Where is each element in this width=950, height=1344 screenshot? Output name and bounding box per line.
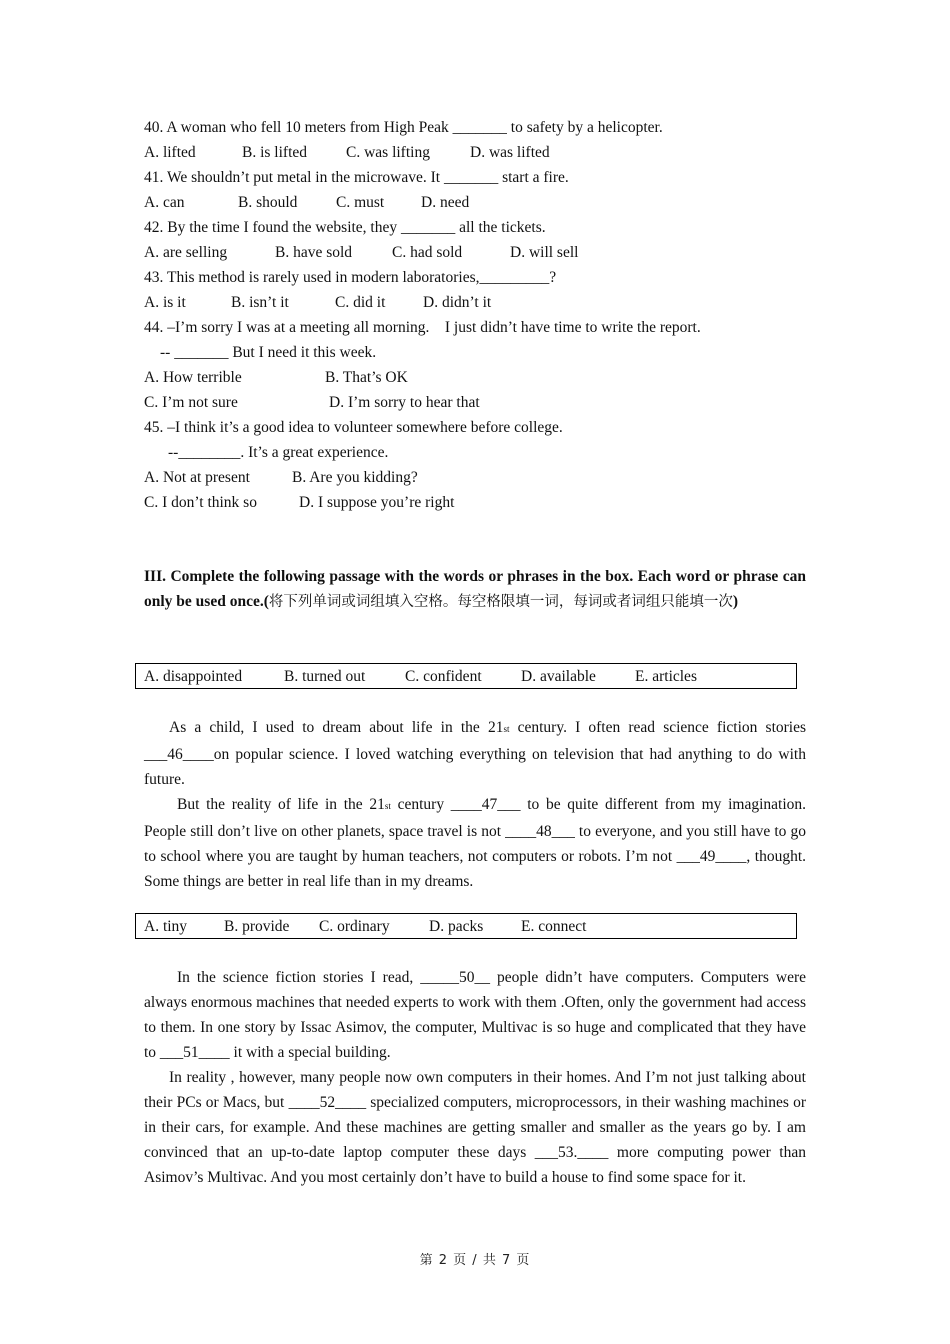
question-41-options	[144, 193, 469, 213]
option-c: C. had sold	[392, 244, 463, 261]
question-number: 43.	[144, 269, 164, 286]
question-stem: This method is rarely used in modern laboratories,_________?	[166, 269, 557, 286]
option-b: B. That’s OK	[325, 369, 408, 386]
question-40-options	[144, 143, 550, 163]
option-c: C. did it	[335, 294, 386, 311]
paragraph-4: In reality , however, many people now own computers in their homes. And I’m not just talking about their PCs or Macs, but ____52____ specialized computers, microprocessors, in their washing machines or in their cars, for example. And these machines are getting smaller and smaller as the years go by. I am convinced that an up-to-date laptop computer these days ___53.____ more computing power than Asimov’s Multivac. And you most certainly don’t have to build a house to find some space for it.	[144, 1069, 806, 1186]
word-option: B. turned out	[284, 668, 366, 685]
question-number: 41.	[144, 169, 164, 186]
section-3-instructions: III. Complete the following passage with the words or phrases in the box. Each word or phrase can only be used once.(	[144, 568, 806, 610]
question-45-reply: --________. It’s a great experience.	[168, 444, 389, 461]
word-box-1	[135, 663, 797, 689]
question-43-options	[144, 293, 491, 313]
option-b: B. Are you kidding?	[292, 469, 418, 486]
word-box-2	[135, 913, 797, 939]
option-a: A. How terrible	[144, 369, 242, 386]
question-41	[144, 168, 569, 188]
option-d: D. I’m sorry to hear that	[329, 394, 480, 411]
option-d: D. I suppose you’re right	[299, 494, 455, 511]
closing-paren: )	[732, 593, 739, 610]
word-option: C. confident	[405, 668, 482, 685]
option-a: A. lifted	[144, 144, 196, 161]
word-option: A. tiny	[144, 918, 188, 935]
question-44-options-ab	[144, 368, 408, 388]
word-option: E. articles	[635, 668, 697, 685]
question-42	[144, 218, 546, 238]
paragraph-1	[144, 715, 806, 792]
text: But the reality of life in the 21	[177, 796, 385, 813]
word-option: A. disappointed	[144, 668, 243, 685]
question-40	[144, 118, 663, 138]
question-43	[144, 268, 556, 288]
question-44-reply: -- _______ But I need it this week.	[160, 344, 377, 361]
section-3-heading	[144, 564, 806, 615]
superscript: st	[503, 724, 510, 734]
option-d: D. will sell	[510, 244, 579, 261]
text: As a child, I used to dream about life in the 21	[169, 719, 504, 736]
option-b: B. is lifted	[242, 144, 308, 161]
option-d: D. didn’t it	[423, 294, 492, 311]
text: century. I often read science fiction stories ___46____on popular science. I loved watching everything on television that had anything to do with future.	[144, 719, 807, 788]
option-a: A. can	[144, 194, 185, 211]
question-stem: –I think it’s a good idea to volunteer somewhere before college.	[167, 419, 563, 436]
word-option: D. packs	[429, 918, 484, 935]
passage-part-2	[144, 965, 806, 1190]
text: century ____47___ to be quite different from my imagination. People still don’t live on other planets, space travel is not ____48___ to everyone, and you still have to go to school where you are taught by human teachers, not computers or robots. I’m not ___49____, thought. Some things are better in real life than in my dreams.	[144, 796, 807, 890]
word-option: B. provide	[224, 918, 290, 935]
option-a: A. is it	[144, 294, 186, 311]
question-42-options	[144, 243, 578, 263]
question-44	[144, 318, 701, 338]
question-number: 44.	[144, 319, 164, 336]
page-number-footer: 第 2 页 / 共 7 页	[419, 1253, 531, 1268]
question-45	[144, 418, 563, 438]
question-stem: We shouldn’t put metal in the microwave. It _______ start a fire.	[166, 169, 569, 186]
option-d: D. need	[421, 194, 470, 211]
option-a: A. Not at present	[144, 469, 250, 486]
question-number: 45.	[144, 419, 164, 436]
question-45-options-cd	[144, 493, 454, 513]
option-c: C. must	[336, 194, 385, 211]
question-number: 42.	[144, 219, 164, 236]
option-a: A. are selling	[144, 244, 228, 261]
word-option: C. ordinary	[319, 918, 390, 935]
option-b: B. isn’t it	[231, 294, 289, 311]
question-45-options-ab	[144, 468, 418, 488]
option-c: C. I’m not sure	[144, 394, 238, 411]
word-option: D. available	[521, 668, 596, 685]
passage-part-1	[144, 715, 806, 894]
word-option: E. connect	[521, 918, 587, 935]
paragraph-3: In the science fiction stories I read, _____50__ people didn’t have computers. Computers were always enormous machines that needed experts to work with them .Often, only the government had access to them. In one story by Issac Asimov, the computer, Multivac is so huge and complicated that they have to ___51____ it with a special building.	[144, 969, 806, 1061]
option-c: C. was lifting	[346, 144, 430, 161]
option-b: B. should	[238, 194, 298, 211]
question-stem: –I’m sorry I was at a meeting all morning. I just didn’t have time to write the report.	[167, 319, 701, 336]
superscript: st	[384, 801, 391, 811]
question-stem: A woman who fell 10 meters from High Peak _______ to safety by a helicopter.	[166, 119, 663, 136]
option-b: B. have sold	[275, 244, 353, 261]
option-d: D. was lifted	[470, 144, 550, 161]
section-3-instructions-chinese: 将下列单词或词组填入空格。每空格限填一词，每词或者词组只能填一次	[268, 594, 733, 610]
paragraph-2	[144, 792, 806, 894]
option-c: C. I don’t think so	[144, 494, 257, 511]
question-number: 40.	[144, 119, 164, 136]
question-stem: By the time I found the website, they _______ all the tickets.	[167, 219, 546, 236]
question-44-options-cd	[144, 393, 480, 413]
